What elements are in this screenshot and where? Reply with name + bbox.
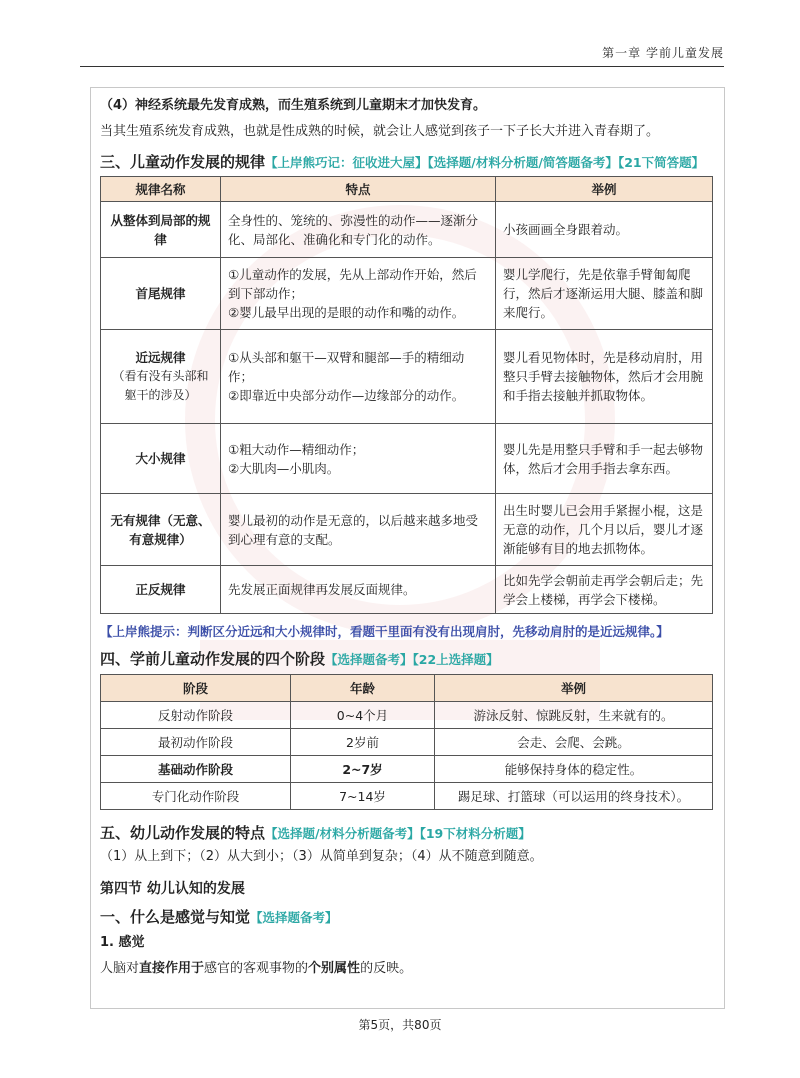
chapter-title: 第一章 学前儿童发展: [602, 46, 724, 60]
table-row: 正反规律 先发展正面规律再发展反面规律。 比如先学会朝前走再学会朝后走；先学会上楼梯，再学会下楼梯。: [101, 566, 713, 614]
motor-stages-table: [100, 674, 713, 810]
page-header: [80, 44, 724, 67]
table-row: 首尾规律 ①儿童动作的发展，先从上部动作开始，然后到下部动作； ②婴儿最早出现的是眼的动作和嘴的动作。 婴儿学爬行，先是依靠手臂匍匐爬行，然后才逐渐运用大腿、膝盖和脚来爬行。: [101, 258, 713, 330]
point-4: （4）神经系统最先发育成熟，而生殖系统到儿童期末才加快发育。: [100, 98, 487, 113]
motor-rules-table: [100, 176, 713, 614]
table-row: 专门化动作阶段 7~14岁 踢足球、打篮球（可以运用的终身技术）。: [101, 783, 713, 810]
section-3-heading: 三、儿童动作发展的规律【上岸熊巧记：征收进大屋】【选择题/材料分析题/简答题备考】【21下简答题】: [100, 153, 705, 171]
sensation-heading: 1. 感觉: [100, 935, 145, 950]
table-row: 最初动作阶段 2岁前 会走、会爬、会跳。: [101, 729, 713, 756]
memory-tip: 【上岸熊提示：判断区分近远和大小规律时，看题干里面有没有出现肩肘，先移动肩肘的是近远规律。】: [100, 624, 669, 639]
section-5-text: （1）从上到下；（2）从大到小；（3）从简单到复杂；（4）从不随意到随意。: [100, 849, 543, 864]
subsection-1-heading: 一、什么是感觉与知觉【选择题备考】: [100, 908, 338, 926]
table-row: 基础动作阶段 2~7岁 能够保持身体的稳定性。: [101, 756, 713, 783]
part-4-heading: 第四节 幼儿认知的发展: [100, 881, 245, 897]
table-header-row: 阶段 年龄 举例: [101, 675, 713, 702]
table-row: 从整体到局部的规律 全身性的、笼统的、弥漫性的动作——逐渐分化、局部化、准确化和专门化的动作。 小孩画画全身跟着动。: [101, 202, 713, 258]
table-row: 近远规律 （看有没有头部和躯干的涉及） ①从头部和躯干—双臂和腿部—手的精细动作； ②即靠近中央部分动作—边缘部分的动作。 婴儿看见物体时，先是移动肩肘，用整只手臂去接触物体，然后才会用腕和手指去接触并抓取物体。: [101, 330, 713, 424]
table-row: 无有规律（无意、有意规律） 婴儿最初的动作是无意的，以后越来越多地受到心理有意的支配。 出生时婴儿已会用手紧握小棍，这是无意的动作，几个月以后，婴儿才逐渐能够有目的地去抓物体。: [101, 494, 713, 566]
table-row: 反射动作阶段 0~4个月 游泳反射、惊跳反射，生来就有的。: [101, 702, 713, 729]
section-5-heading: 五、幼儿动作发展的特点【选择题/材料分析题备考】【19下材料分析题】: [100, 824, 531, 842]
point-4-description: 当其生殖系统发育成熟，也就是性成熟的时候，就会让人感觉到孩子一下子长大并进入青春期了。: [100, 124, 660, 139]
section-4-heading: 四、学前儿童动作发展的四个阶段【选择题备考】【22上选择题】: [100, 650, 499, 668]
sensation-definition: 人脑对直接作用于感官的客观事物的个别属性的反映。: [100, 961, 413, 976]
table-row: 大小规律 ①粗大动作—精细动作； ②大肌肉—小肌肉。 婴儿先是用整只手臂和手一起去够物体，然后才会用手指去拿东西。: [101, 424, 713, 494]
page-number: 第5页，共80页: [358, 1018, 442, 1032]
table-header-row: 规律名称 特点 举例: [101, 177, 713, 202]
